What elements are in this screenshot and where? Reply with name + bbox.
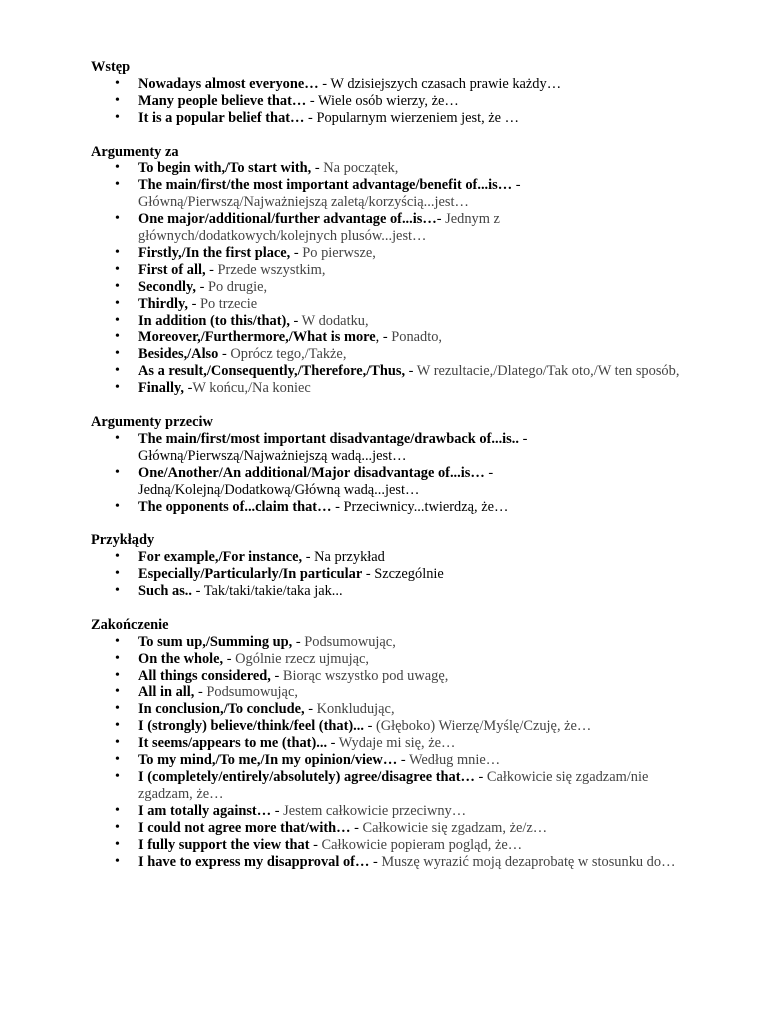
english-phrase: All in all, — [138, 684, 195, 701]
separator: - — [309, 836, 322, 853]
english-phrase: Especially/Particularly/In particular — [138, 566, 363, 583]
separator: - — [195, 278, 208, 295]
english-phrase: To my mind,/To me,/In my opinion/view… — [138, 752, 398, 769]
list-item — [91, 245, 691, 262]
english-phrase: To sum up,/Summing up, — [138, 633, 293, 650]
polish-translation: Wiele osób wierzy, że… — [318, 92, 459, 109]
separator: - — [436, 211, 446, 228]
list-item — [91, 160, 691, 177]
separator: - — [518, 430, 528, 447]
english-phrase: The main/first/most important disadvantage/drawback of...is.. — [138, 430, 519, 447]
phrase-list — [91, 160, 691, 397]
english-phrase: First of all, — [138, 261, 206, 278]
polish-translation: Po pierwsze, — [302, 244, 376, 261]
phrase-list — [91, 431, 691, 516]
separator: - — [194, 684, 207, 701]
polish-translation: Podsumowując, — [206, 684, 298, 701]
phrase-list — [91, 549, 691, 600]
separator: - — [205, 261, 218, 278]
polish-translation: Całkowicie się zgadzam/nie zgadzam, że… — [138, 769, 649, 802]
polish-translation: Na przykład — [314, 549, 385, 566]
separator: - — [318, 75, 331, 92]
separator: - — [223, 650, 236, 667]
polish-translation: Przeciwnicy...twierdzą, że… — [343, 498, 509, 515]
section-heading: Argumenty przeciw — [91, 414, 213, 430]
polish-translation: Popularnym wierzeniem jest, że … — [316, 109, 520, 126]
list-item — [91, 634, 691, 651]
english-phrase: As a result,/Consequently,/Therefore,/Thus, — [138, 363, 406, 380]
english-phrase: I have to express my disapproval of… — [138, 853, 370, 870]
list-item — [91, 380, 691, 397]
list-item — [91, 803, 691, 820]
english-phrase: I (completely/entirely/absolutely) agree/disagree that… — [138, 769, 475, 785]
separator: - — [188, 295, 200, 312]
section-heading: Przykłądy — [91, 532, 155, 549]
polish-translation: Jednym z głównych/dodatkowych/kolejnych plusów...jest… — [138, 211, 500, 245]
polish-translation: Po drugie, — [207, 278, 268, 295]
polish-translation: Muszę wyrazić moją dezaprobatę w stosunku do… — [381, 853, 676, 870]
polish-translation: Oprócz tego,/Także, — [230, 346, 347, 363]
english-phrase: I (strongly) believe/think/feel (that)... — [138, 718, 364, 735]
separator: - — [362, 566, 375, 583]
polish-translation: Całkowicie się zgadzam, że/z… — [362, 819, 548, 836]
english-phrase: Firstly,/In the first place, — [138, 244, 291, 261]
section — [91, 59, 691, 127]
english-phrase: To begin with,/To start with, — [138, 160, 312, 177]
english-phrase: Finally, — [138, 380, 184, 397]
list-item — [91, 549, 691, 566]
separator: - — [304, 701, 317, 718]
separator: - — [474, 769, 487, 785]
phrase-list — [91, 76, 691, 127]
polish-translation: Ogólnie rzecz ujmując, — [235, 650, 370, 667]
english-phrase: Nowadays almost everyone… — [138, 75, 319, 92]
english-phrase: Moreover,/Furthermore,/What is more — [138, 329, 376, 346]
list-item — [91, 752, 691, 769]
separator: - — [292, 633, 305, 650]
english-phrase: Such as.. — [138, 583, 192, 600]
english-phrase: One major/additional/further advantage of...is… — [138, 211, 437, 228]
separator: - — [183, 380, 193, 397]
list-item — [91, 684, 691, 701]
polish-translation: Podsumowując, — [304, 633, 396, 650]
list-item — [91, 346, 691, 363]
polish-translation: Jestem całkowicie przeciwny… — [283, 802, 467, 819]
polish-translation: Po trzecie — [200, 295, 258, 312]
english-phrase: In addition (to this/that), — [138, 312, 290, 329]
polish-translation: Główną/Pierwszą/Najważniejszą zaletą/korzyścią...jest… — [138, 194, 469, 211]
list-item — [91, 583, 691, 600]
polish-translation: Tak/taki/takie/taka jak... — [203, 583, 343, 600]
polish-translation: Całkowicie popieram pogląd, że… — [321, 836, 523, 853]
separator: - — [327, 735, 339, 752]
list-item — [91, 279, 691, 296]
english-phrase: In conclusion,/To conclude, — [138, 701, 305, 718]
phrase-list — [91, 634, 691, 871]
separator: - — [306, 92, 319, 109]
list-item — [91, 211, 691, 245]
separator: - — [311, 160, 324, 177]
english-phrase: Many people believe that… — [138, 92, 307, 109]
list-item — [91, 431, 691, 465]
english-phrase: I could not agree more that/with… — [138, 819, 351, 836]
separator: - — [192, 583, 204, 600]
polish-translation: W końcu,/Na koniec — [192, 380, 311, 397]
list-item — [91, 499, 691, 516]
separator: - — [363, 718, 376, 735]
list-item — [91, 769, 691, 803]
polish-translation: W dzisiejszych czasach prawie każdy… — [330, 75, 562, 92]
section — [91, 532, 691, 600]
list-item — [91, 363, 691, 380]
separator: - — [331, 498, 344, 515]
separator: - — [397, 752, 409, 769]
polish-translation: Jedną/Kolejną/Dodatkową/Główną wadą...jest… — [138, 481, 420, 498]
separator: - — [484, 464, 494, 481]
list-item — [91, 701, 691, 718]
list-item — [91, 718, 691, 735]
section — [91, 144, 691, 398]
separator: - — [369, 853, 382, 870]
list-item — [91, 837, 691, 854]
list-item — [91, 329, 691, 346]
english-phrase: The opponents of...claim that… — [138, 498, 332, 515]
section — [91, 617, 691, 871]
english-phrase: I fully support the view that — [138, 836, 310, 853]
separator: - — [290, 244, 303, 261]
list-item — [91, 854, 691, 871]
english-phrase: Besides,/Also — [138, 346, 219, 363]
section-heading: Wstęp — [91, 59, 131, 75]
section-heading: Argumenty za — [91, 143, 179, 160]
polish-translation: Biorąc wszystko pod uwagę, — [282, 667, 449, 684]
english-phrase: On the whole, — [138, 650, 224, 667]
polish-translation: Według mnie… — [408, 752, 501, 769]
polish-translation: Na początek, — [323, 160, 399, 177]
separator: , - — [375, 329, 392, 346]
polish-translation: Ponadto, — [391, 329, 443, 346]
polish-translation: W rezultacie,/Dlatego/Tak oto,/W ten sposób, — [416, 363, 680, 380]
separator: - — [271, 802, 284, 819]
list-item — [91, 177, 691, 211]
polish-translation: W dodatku, — [301, 312, 369, 329]
list-item — [91, 465, 691, 499]
separator: - — [270, 667, 283, 684]
polish-translation: Główną/Pierwszą/Najważniejszą wadą...jest… — [138, 447, 407, 464]
list-item — [91, 820, 691, 837]
polish-translation: Wydaje mi się, że… — [338, 735, 456, 752]
separator: - — [304, 109, 317, 126]
list-item — [91, 93, 691, 110]
english-phrase: One/Another/An additional/Major disadvantage of...is… — [138, 464, 485, 481]
polish-translation: (Głęboko) Wierzę/Myślę/Czuję, że… — [375, 718, 592, 735]
list-item — [91, 76, 691, 93]
list-item — [91, 651, 691, 668]
list-item — [91, 566, 691, 583]
polish-translation: Szczególnie — [374, 566, 444, 583]
polish-translation: Konkludując, — [316, 701, 395, 718]
polish-translation: Przede wszystkim, — [217, 261, 326, 278]
english-phrase: I am totally against… — [138, 802, 272, 819]
section — [91, 414, 691, 515]
english-phrase: Secondly, — [138, 278, 196, 295]
english-phrase: Thirdly, — [138, 295, 188, 312]
list-item — [91, 668, 691, 685]
separator: - — [289, 312, 302, 329]
list-item — [91, 262, 691, 279]
english-phrase: All things considered, — [138, 667, 271, 684]
list-item — [91, 313, 691, 330]
separator: - — [302, 549, 315, 566]
english-phrase: The main/first/the most important advantage/benefit of...is… — [138, 177, 513, 194]
separator: - — [512, 177, 521, 194]
section-heading: Zakończenie — [91, 616, 169, 633]
english-phrase: For example,/For instance, — [138, 549, 303, 566]
list-item — [91, 735, 691, 752]
english-phrase: It is a popular belief that… — [138, 109, 305, 126]
separator: - — [350, 819, 363, 836]
list-item — [91, 110, 691, 127]
english-phrase: It seems/appears to me (that)... — [138, 735, 328, 752]
separator: - — [405, 363, 417, 380]
list-item — [91, 296, 691, 313]
separator: - — [218, 346, 231, 363]
